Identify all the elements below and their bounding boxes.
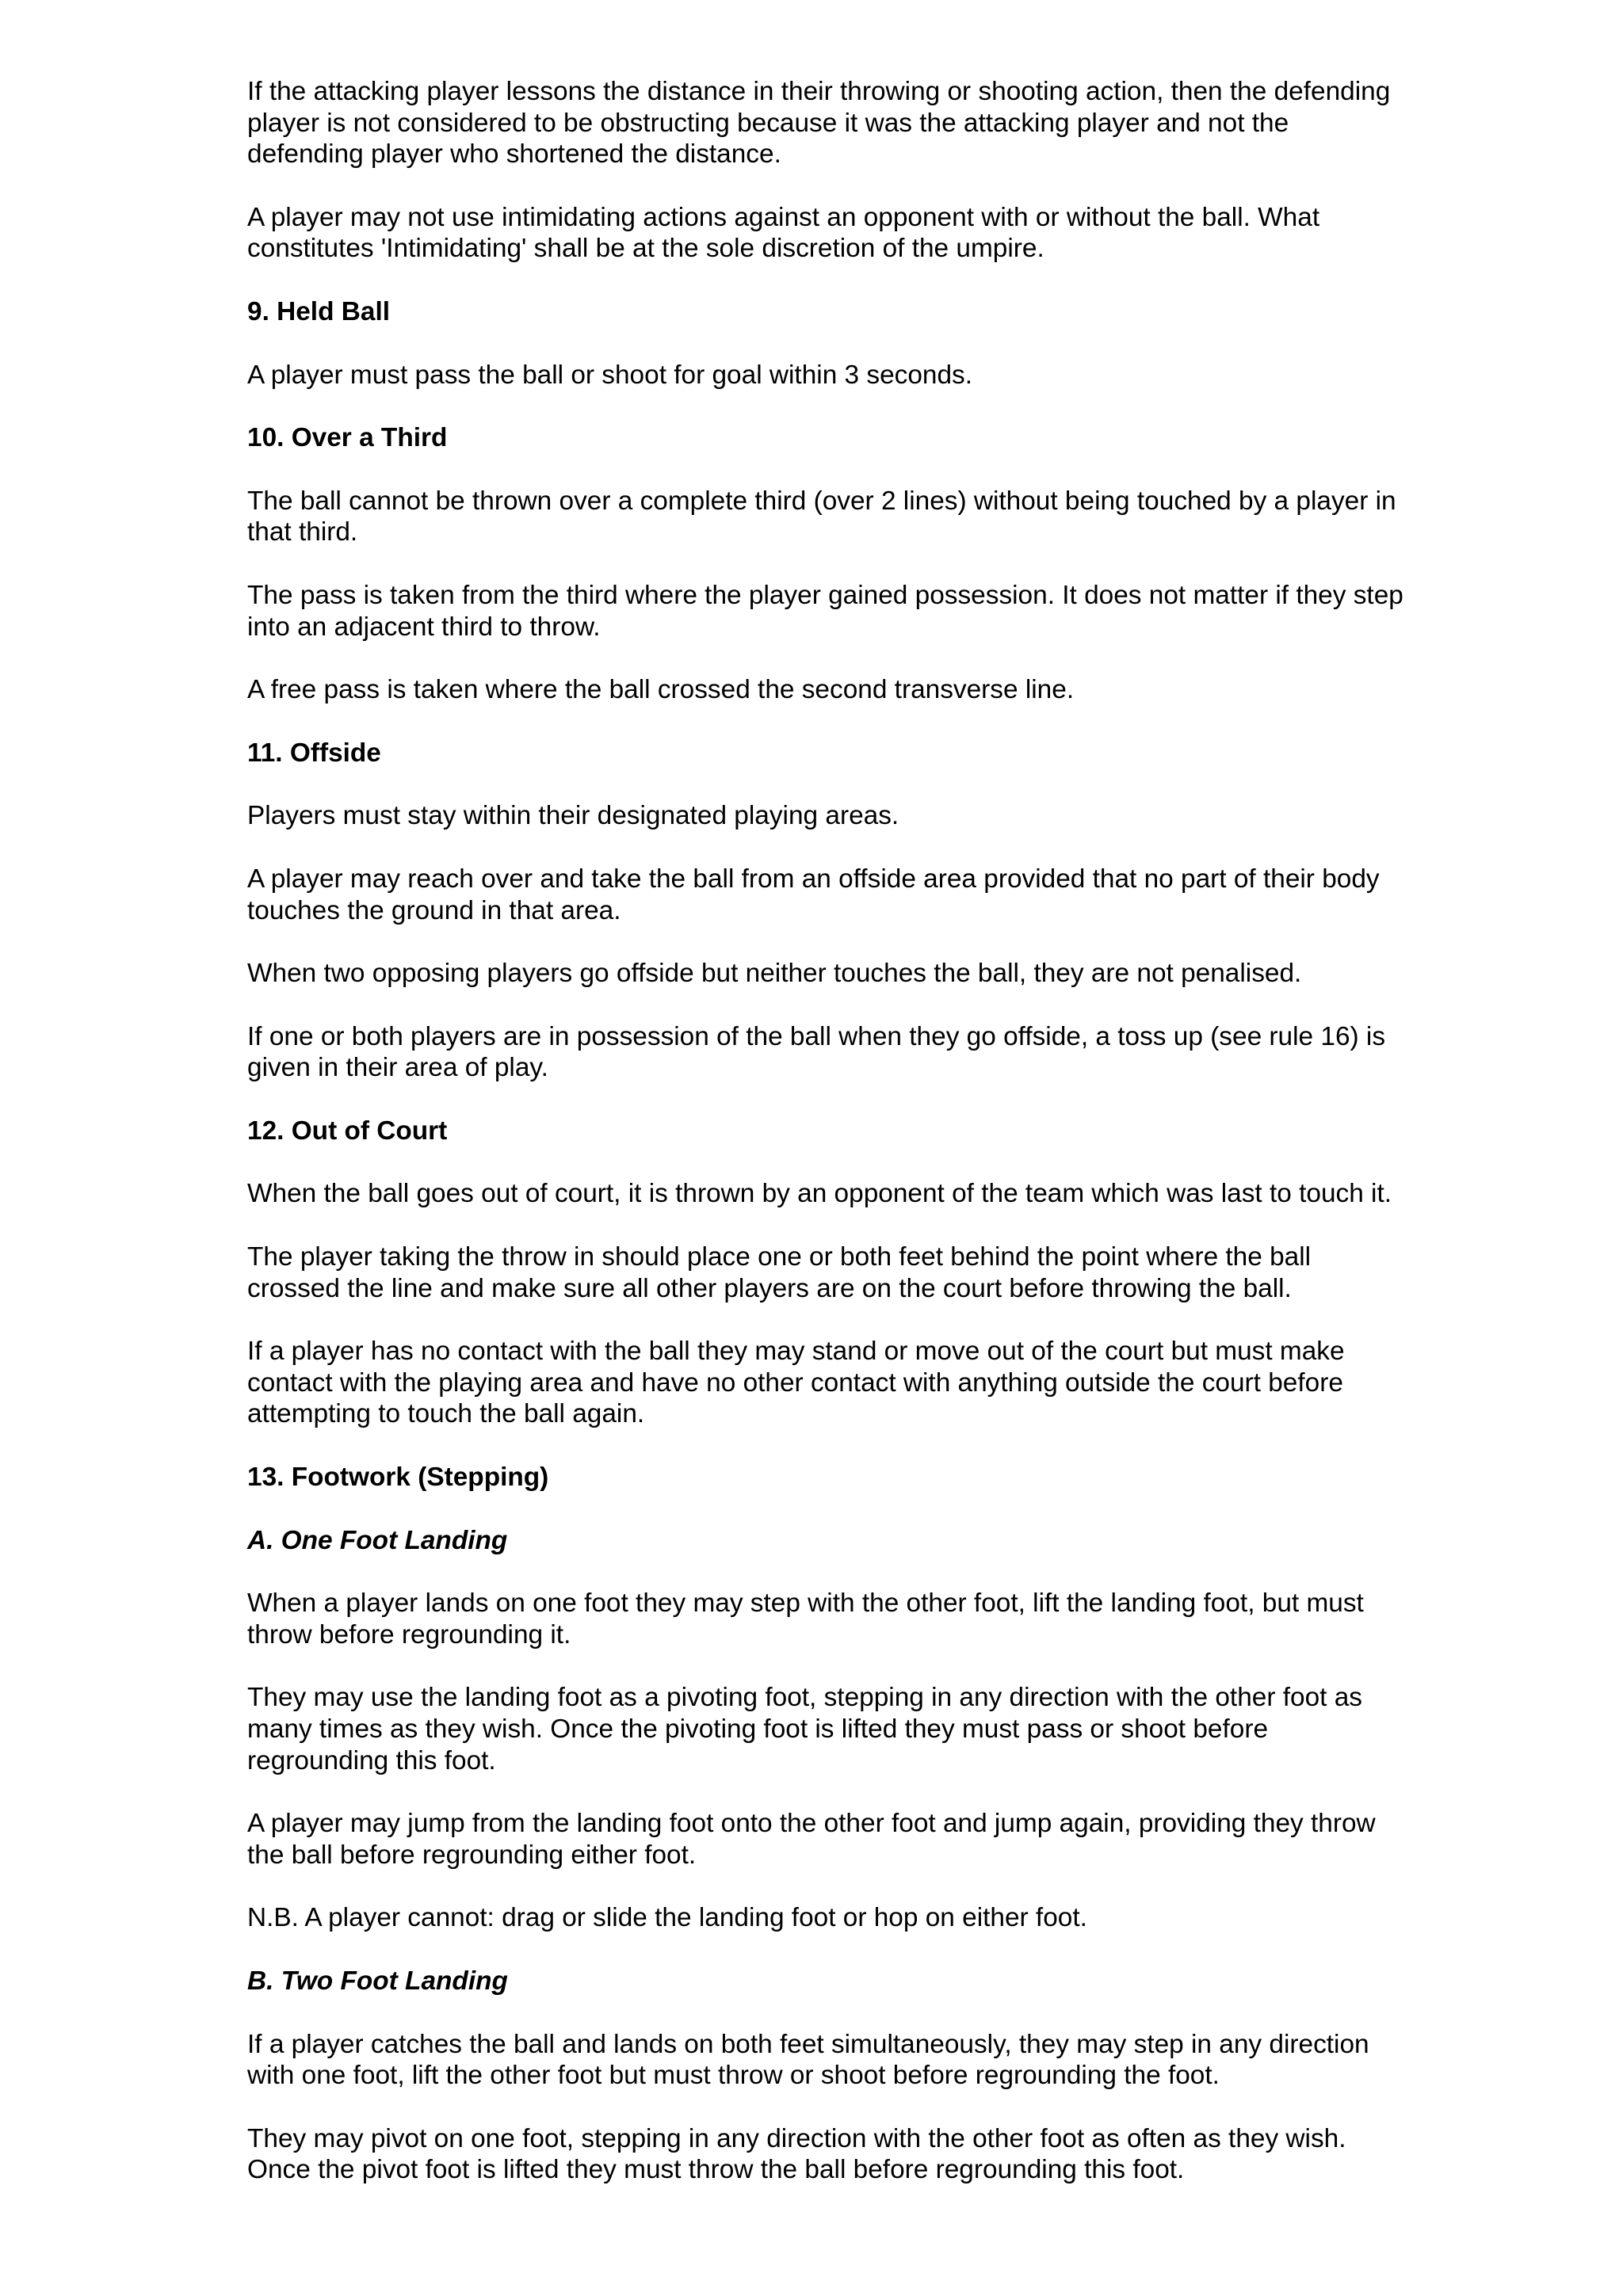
paragraph-out-of-court-2: The player taking the throw in should place one or both feet behind the point where the ball crossed the line and make sure all other players are on the court before throwing the ball. xyxy=(247,1242,1312,1303)
paragraph-out-of-court-3: If a player has no contact with the ball they may stand or move out of the court but must make contact with the playing area and have no other contact with anything outside the court before attempting to touch the ball again. xyxy=(247,1337,1345,1429)
paragraph-held-ball: A player must pass the ball or shoot for goal within 3 seconds. xyxy=(247,360,973,390)
paragraph-over-third-2: The pass is taken from the third where the player gained possession. It does not matter if they step into an adjacent third to throw. xyxy=(247,580,1403,642)
heading-footwork: 13. Footwork (Stepping) xyxy=(247,1463,549,1493)
paragraph-two-foot-1: If a player catches the ball and lands on both feet simultaneously, they may step in any direction with one foot, lift the other foot but must throw or shoot before regrounding the foot. xyxy=(247,2029,1369,2091)
paragraph-offside-1: Players must stay within their designated playing areas. xyxy=(247,801,899,831)
paragraph-one-foot-note: N.B. A player cannot: drag or slide the landing foot or hop on either foot. xyxy=(247,1903,1087,1933)
paragraph-offside-4: If one or both players are in possession of the ball when they go offside, a toss up (see rule 16) is given in their area of play. xyxy=(247,1021,1386,1083)
paragraph-offside-2: A player may reach over and take the ball from an offside area provided that no part of their body touches the ground in that area. xyxy=(247,864,1380,925)
paragraph-one-foot-3: A player may jump from the landing foot onto the other foot and jump again, providing they throw the ball before regrounding either foot. xyxy=(247,1809,1376,1870)
paragraph-over-third-1: The ball cannot be thrown over a complete third (over 2 lines) without being touched by a player in that third. xyxy=(247,486,1396,547)
paragraph-two-foot-2: They may pivot on one foot, stepping in any direction with the other foot as often as they wish. Once the pivot foot is lifted they must throw the ball before regrounding this foot. xyxy=(247,2123,1346,2185)
heading-offside: 11. Offside xyxy=(247,738,381,768)
paragraph-over-third-3: A free pass is taken where the ball crossed the second transverse line. xyxy=(247,675,1075,705)
paragraph-out-of-court-1: When the ball goes out of court, it is thrown by an opponent of the team which was last to touch it. xyxy=(247,1179,1392,1209)
paragraph-offside-3: When two opposing players go offside but neither touches the ball, they are not penalised. xyxy=(247,959,1302,989)
paragraph-one-foot-2: They may use the landing foot as a pivoting foot, stepping in any direction with the other foot as many times as they wish. Once the pivoting foot is lifted they must pass or shoot before regrounding this foot. xyxy=(247,1683,1362,1775)
document-page xyxy=(247,76,1404,2218)
heading-held-ball: 9. Held Ball xyxy=(247,296,390,326)
paragraph-obstruction-distance: If the attacking player lessons the distance in their throwing or shooting action, then the defending player is not considered to be obstructing because it was the attacking player and not the defending player who shortened the distance. xyxy=(247,77,1391,170)
subheading-two-foot-landing: B. Two Foot Landing xyxy=(247,1966,508,1996)
subheading-one-foot-landing: A. One Foot Landing xyxy=(247,1525,508,1555)
paragraph-one-foot-1: When a player lands on one foot they may step with the other foot, lift the landing foot, but must throw before regrounding it. xyxy=(247,1589,1364,1650)
heading-out-of-court: 12. Out of Court xyxy=(247,1116,448,1146)
paragraph-intimidating: A player may not use intimidating actions against an opponent with or without the ball. What constitutes 'Intimidating' shall be at the sole discretion of the umpire. xyxy=(247,202,1320,264)
heading-over-a-third: 10. Over a Third xyxy=(247,423,448,453)
